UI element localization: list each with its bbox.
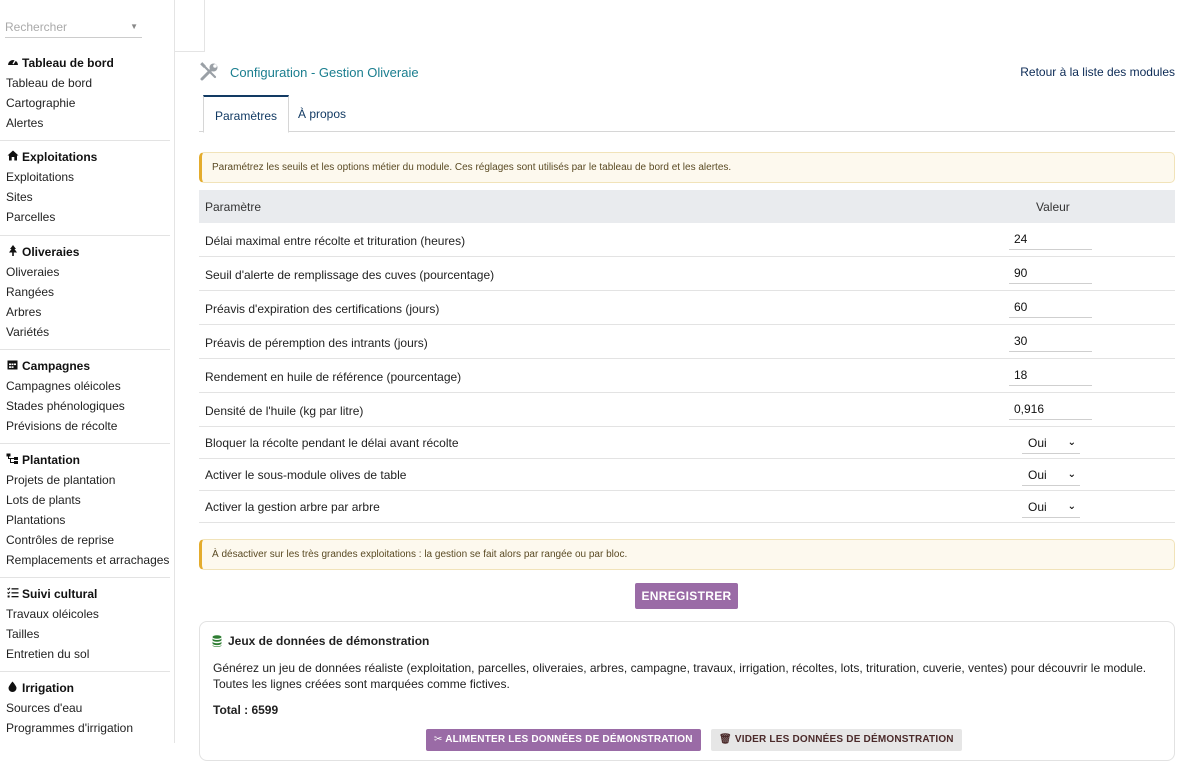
chevron-down-icon: ⌄	[1067, 501, 1076, 512]
table-row	[199, 491, 1175, 523]
home-icon	[6, 150, 19, 164]
sidebar-divider	[0, 349, 170, 350]
sidebar-section-header[interactable]	[0, 356, 170, 376]
sidebar-search-placeholder: Rechercher	[5, 20, 68, 34]
sidebar-divider	[0, 235, 170, 236]
param-input-preavis-intrants[interactable]: 30	[1009, 330, 1092, 352]
page-header	[199, 60, 1175, 86]
sidebar-section-title: Irrigation	[22, 681, 75, 695]
table-header	[199, 190, 1175, 223]
chevron-down-icon: ⌄	[1067, 469, 1076, 480]
sidebar-item-rangees[interactable]: Rangées	[6, 285, 55, 299]
param-input-rendement-huile[interactable]: 18	[1009, 364, 1092, 386]
info-notice-bottom: À désactiver sur les très grandes exploitations : la gestion se fait alors par rangée ou par bloc.	[199, 539, 1175, 570]
sidebar-item-sources-d-eau[interactable]: Sources d'eau	[6, 701, 83, 715]
sidebar-item-arbres[interactable]: Arbres	[6, 305, 42, 319]
param-input-preavis-certifications[interactable]: 60	[1009, 296, 1092, 318]
sidebar	[0, 0, 175, 743]
sidebar-section-header[interactable]	[0, 450, 170, 470]
sidebar-section-plantation	[0, 450, 170, 570]
sidebar-item-lots-de-plants[interactable]: Lots de plants	[6, 493, 81, 507]
table-row	[199, 459, 1175, 491]
database-icon	[212, 635, 222, 647]
demo-data-card	[199, 621, 1175, 761]
param-label: Délai maximal entre récolte et trituration (heures)	[205, 234, 466, 248]
param-select-gestion-arbre[interactable]	[1022, 496, 1080, 518]
table-row	[199, 257, 1175, 291]
sidebar-section-title: Oliveraies	[22, 245, 80, 259]
tab-parametres[interactable]: Paramètres	[203, 95, 289, 133]
column-header-parametre: Paramètre	[205, 200, 262, 214]
tab-a-propos[interactable]: À propos	[298, 107, 347, 121]
select-value: Oui	[1028, 468, 1047, 482]
back-to-modules-link[interactable]: Retour à la liste des modules	[1020, 65, 1175, 79]
sidebar-item-alertes[interactable]: Alertes	[6, 116, 44, 130]
table-row	[199, 291, 1175, 325]
param-input-delai-recolte[interactable]: 24	[1009, 228, 1092, 250]
sidebar-section-tableau-de-bord	[0, 53, 170, 133]
tools-icon	[199, 62, 219, 82]
sidebar-item-oliveraies[interactable]: Oliveraies	[6, 265, 60, 279]
tab-bar	[199, 95, 1175, 132]
sidebar-section-title: Suivi cultural	[22, 587, 98, 601]
sidebar-item-remplacements[interactable]: Remplacements et arrachages	[6, 553, 170, 567]
param-label: Densité de l'huile (kg par litre)	[205, 404, 364, 418]
sidebar-section-header[interactable]	[0, 242, 170, 262]
page-title: Configuration - Gestion Oliveraie	[230, 65, 419, 80]
fill-demo-data-button[interactable]	[426, 729, 701, 751]
fill-demo-data-label: ALIMENTER LES DONNÉES DE DÉMONSTRATION	[445, 734, 693, 745]
sitemap-icon	[6, 453, 19, 467]
magic-icon: ✂	[434, 734, 446, 745]
sidebar-item-campagnes-oleicoles[interactable]: Campagnes oléicoles	[6, 379, 121, 393]
param-select-olives-de-table[interactable]	[1022, 464, 1080, 486]
sidebar-item-previsions-de-recolte[interactable]: Prévisions de récolte	[6, 419, 118, 433]
calendar-icon	[6, 359, 19, 373]
param-label: Bloquer la récolte pendant le délai avant récolte	[205, 436, 459, 450]
demo-total: Total : 6599	[213, 703, 279, 717]
demo-card-title	[212, 634, 429, 648]
param-label: Seuil d'alerte de remplissage des cuves (pourcentage)	[205, 268, 495, 282]
sidebar-section-title: Campagnes	[22, 359, 91, 373]
column-header-valeur: Valeur	[1036, 200, 1070, 214]
sidebar-divider	[0, 443, 170, 444]
param-label: Activer le sous-module olives de table	[205, 468, 407, 482]
dashboard-icon	[6, 56, 19, 70]
sidebar-item-travaux-oleicoles[interactable]: Travaux oléicoles	[6, 607, 99, 621]
sidebar-item-tailles[interactable]: Tailles	[6, 627, 40, 641]
param-label: Préavis de péremption des intrants (jours)	[205, 336, 428, 350]
table-row	[199, 393, 1175, 427]
demo-description: Générez un jeu de données réaliste (exploitation, parcelles, oliveraies, arbres, campagne, travaux, irrigation, récoltes, lots, trituration, cuverie, ventes) pour découvrir le module. Toutes les lignes créées sont marquées comme fictives.	[213, 661, 1147, 691]
sidebar-item-tableau-de-bord[interactable]: Tableau de bord	[6, 76, 93, 90]
sidebar-item-plantations[interactable]: Plantations	[6, 513, 66, 527]
sidebar-item-sites[interactable]: Sites	[6, 190, 33, 204]
sidebar-section-header[interactable]	[0, 584, 170, 604]
list-icon	[6, 587, 19, 601]
sidebar-section-header[interactable]	[0, 678, 170, 698]
sidebar-search-select[interactable]	[5, 16, 142, 38]
demo-title-text: Jeux de données de démonstration	[228, 634, 430, 648]
top-corner-panel	[175, 0, 205, 52]
sidebar-item-stades-phenologiques[interactable]: Stades phénologiques	[6, 399, 125, 413]
sidebar-section-exploitations	[0, 147, 170, 227]
sidebar-item-entretien-du-sol[interactable]: Entretien du sol	[6, 647, 90, 661]
parameters-table	[199, 190, 1175, 523]
sidebar-section-title: Tableau de bord	[22, 56, 114, 70]
sidebar-section-suivi-cultural	[0, 584, 170, 664]
sidebar-section-title: Plantation	[22, 453, 81, 467]
sidebar-divider	[0, 577, 170, 578]
save-button[interactable]: ENREGISTRER	[635, 583, 738, 609]
sidebar-section-irrigation	[0, 678, 170, 738]
info-notice-top: Paramétrez les seuils et les options métier du module. Ces réglages sont utilisés par le tableau de bord et les alertes.	[199, 152, 1175, 183]
sidebar-divider	[0, 671, 170, 672]
chevron-down-icon: ⌄	[1067, 437, 1076, 448]
sidebar-section-title: Exploitations	[22, 150, 98, 164]
param-label: Préavis d'expiration des certifications (jours)	[205, 302, 440, 316]
sidebar-section-oliveraies	[0, 242, 170, 342]
sidebar-item-parcelles[interactable]: Parcelles	[6, 210, 56, 224]
sidebar-item-cartographie[interactable]: Cartographie	[6, 96, 76, 110]
param-label: Activer la gestion arbre par arbre	[205, 500, 380, 514]
sidebar-section-header[interactable]	[0, 53, 170, 73]
sidebar-section-header[interactable]	[0, 147, 170, 167]
select-value: Oui	[1028, 436, 1047, 450]
param-label: Rendement en huile de référence (pourcentage)	[205, 370, 462, 384]
clear-demo-data-label: VIDER LES DONNÉES DE DÉMONSTRATION	[734, 734, 954, 745]
sidebar-divider	[0, 140, 170, 141]
trash-icon: 🗑	[719, 734, 735, 745]
sidebar-item-projets-de-plantation[interactable]: Projets de plantation	[6, 473, 116, 487]
clear-demo-data-button[interactable]	[711, 729, 962, 751]
select-value: Oui	[1028, 500, 1047, 514]
param-select-bloquer-recolte[interactable]	[1022, 432, 1080, 454]
table-row	[199, 325, 1175, 359]
sidebar-section-campagnes	[0, 356, 170, 436]
chevron-down-icon: ▼	[130, 22, 138, 31]
param-input-densite-huile[interactable]: 0,916	[1009, 398, 1092, 420]
sidebar-item-exploitations[interactable]: Exploitations	[6, 170, 75, 184]
table-row	[199, 359, 1175, 393]
droplet-icon	[6, 681, 19, 695]
table-row	[199, 223, 1175, 257]
table-row	[199, 427, 1175, 459]
param-input-seuil-cuves[interactable]: 90	[1009, 262, 1092, 284]
sidebar-item-programmes-d-irrigation[interactable]: Programmes d'irrigation	[6, 721, 134, 735]
tree-icon	[6, 245, 19, 259]
sidebar-item-varietes[interactable]: Variétés	[6, 325, 50, 339]
sidebar-item-controles-de-reprise[interactable]: Contrôles de reprise	[6, 533, 115, 547]
